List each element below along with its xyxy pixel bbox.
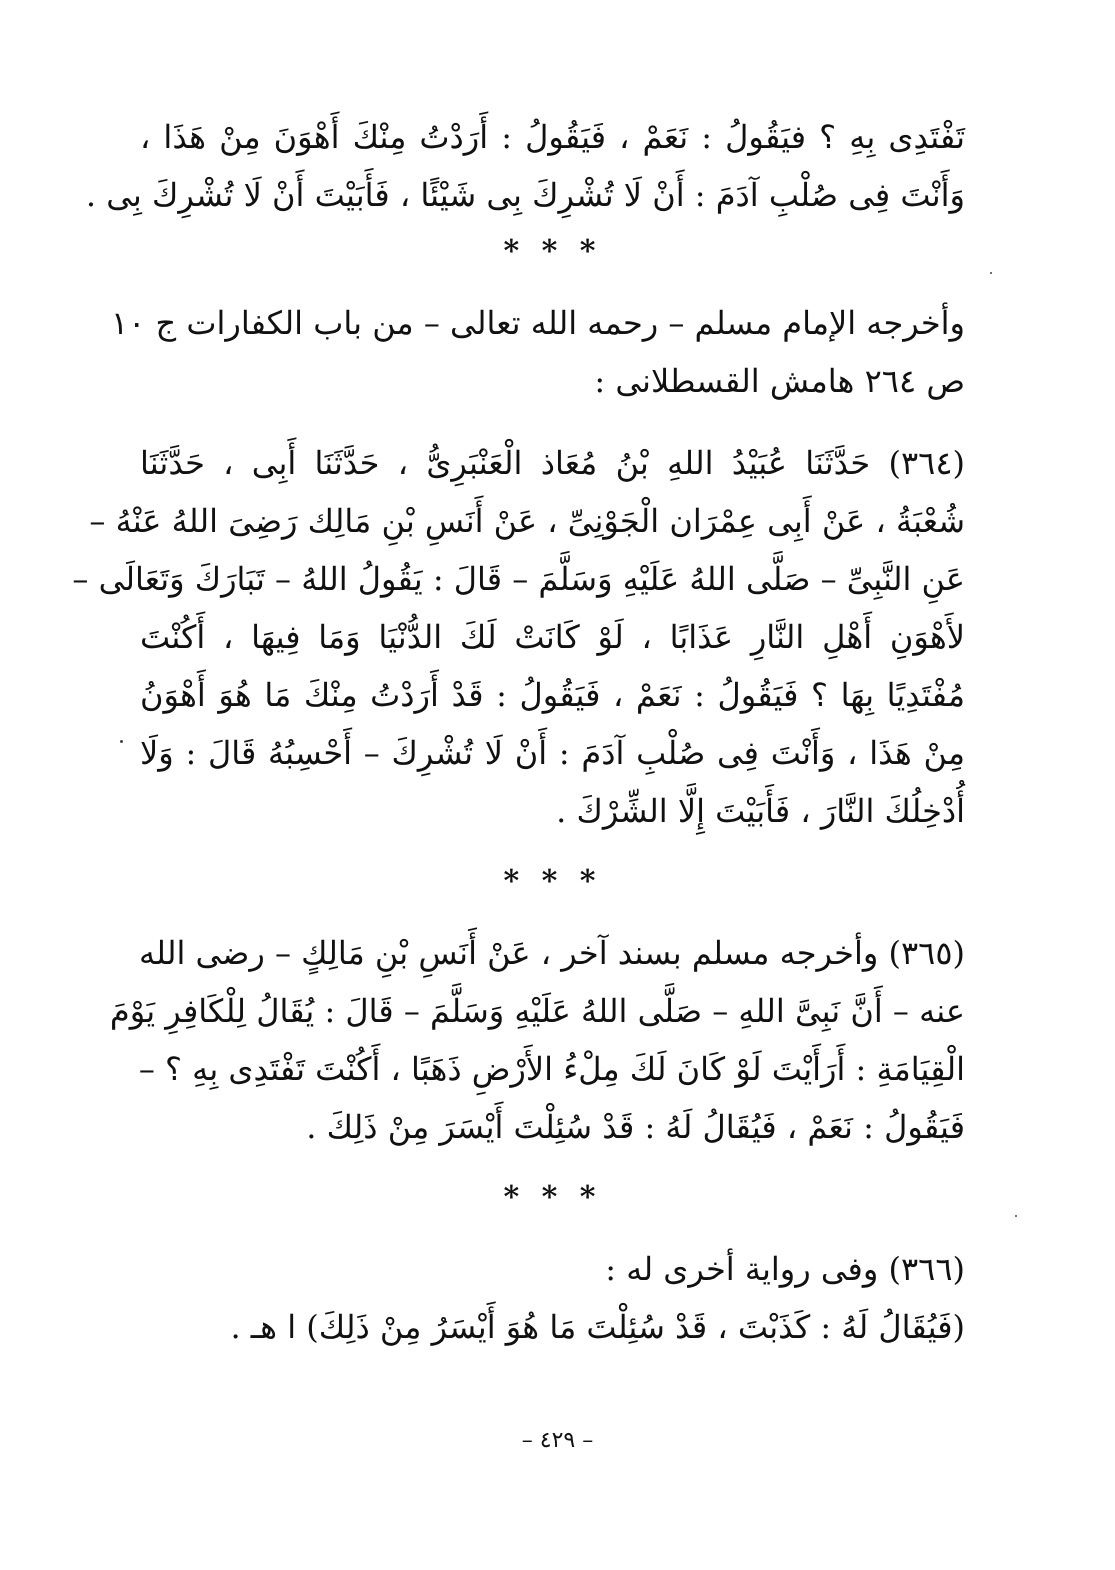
text-line: عَنِ النَّبِىِّ – صَلَّى اللهُ عَلَيْهِ وَسَلَّمَ – قَالَ : يَقُولُ اللهُ – تَبَارَكَ وَتَعَالَى – [72, 560, 965, 598]
text-line: وَأَنْتَ فِى صُلْبِ آدَمَ : أَنْ لَا تُشْرِكَ بِى شَيْئًا ، فَأَبَيْتَ أَنْ لَا تُشْرِكَ بِى . [85, 176, 965, 214]
text-line: لأَهْوَنِ أَهْلِ النَّارِ عَذَابًا ، لَوْ كَانَتْ لَكَ الدُّنْيَا وَمَا فِيهَا ، أَكُنْتَ [140, 618, 965, 656]
text-line: فَيَقُولُ : نَعَمْ ، فَيُقَالُ لَهُ : قَدْ سُئِلْتَ أَيْسَرَ مِنْ ذَلِكَ . [306, 1108, 965, 1146]
text-line: (٣٦٤) حَدَّثَنَا عُبَيْدُ اللهِ بْنُ مُعَاذ الْعَنْبَرِىُّ ، حَدَّثَنَا أَبِى ، حَدَّثَنَا [140, 444, 966, 482]
section-separator: * * * [503, 234, 602, 269]
text-line: مُفْتَدِيًا بِهَا ؟ فَيَقُولُ : نَعَمْ ، فَيَقُولُ : قَدْ أَرَدْتُ مِنْكَ مَا هُوَ أَهْوَنُ [140, 676, 965, 714]
text-line: ص ٢٦٤ هامش القسطلانى : [594, 362, 965, 400]
section-separator: * * * [503, 864, 602, 899]
text-line: وأخرجه الإمام مسلم – رحمه الله تعالى – من باب الكفارات ج ١٠ [110, 304, 965, 342]
text-line: شُعْبَةُ ، عَنْ أَبِى عِمْرَان الْجَوْنِىِّ ، عَنْ أَنَسِ بْنِ مَالِك رَضِىَ اللهُ عَنْهُ – [89, 502, 965, 540]
text-line: عنه – أَنَّ نَبِىَّ اللهِ – صَلَّى اللهُ عَلَيْهِ وَسَلَّمَ – قَالَ : يُقَالُ لِلْكَافِرِ يَوْمَ [109, 992, 965, 1030]
text-line: مِنْ هَذَا ، وَأَنْتَ فِى صُلْبِ آدَمَ : أَنْ لَا تُشْرِكَ – أَحْسِبُهُ قَالَ : وَلَا [140, 734, 965, 772]
text-line: الْقِيَامَةِ : أَرَأَيْتَ لَوْ كَانَ لَكَ مِلْءُ الأَرْضِ ذَهَبًا ، أَكُنْتَ تَفْتَدِى بِهِ ؟ – [138, 1050, 965, 1088]
text-line: (٣٦٦) وفى رواية أخرى له : [605, 1250, 965, 1288]
opening-paragraph [85, 108, 965, 224]
text-line: (فَيُقَالُ لَهُ : كَذَبْتَ ، قَدْ سُئِلْتَ مَا هُوَ أَيْسَرُ مِنْ ذَلِكَ) ا هـ . [230, 1308, 965, 1346]
section-separator: * * * [503, 1180, 602, 1215]
text-line: تَفْتَدِى بِهِ ؟ فيَقُولُ : نَعَمْ ، فَيَقُولُ : أَرَدْتُ مِنْكَ أَهْوَنَ مِنْ هَذَا ، [140, 118, 965, 156]
scan-speck [1015, 1215, 1017, 1217]
hadith-364 [72, 434, 966, 840]
text-line: (٣٦٥) وأخرجه مسلم بسند آخر ، عَنْ أَنَسِ بْنِ مَالِكٍ – رضى الله [138, 934, 965, 972]
hadith-366 [140, 1240, 965, 1356]
scan-speck [990, 272, 992, 274]
hadith-365 [109, 924, 965, 1156]
page-number: – ٤٢٩ – [521, 1428, 594, 1453]
scan-speck [120, 740, 123, 743]
text-line: أُدْخِلُكَ النَّارَ ، فَأَبَيْتَ إِلَّا الشِّرْكَ . [556, 792, 965, 830]
source-note [110, 294, 965, 410]
